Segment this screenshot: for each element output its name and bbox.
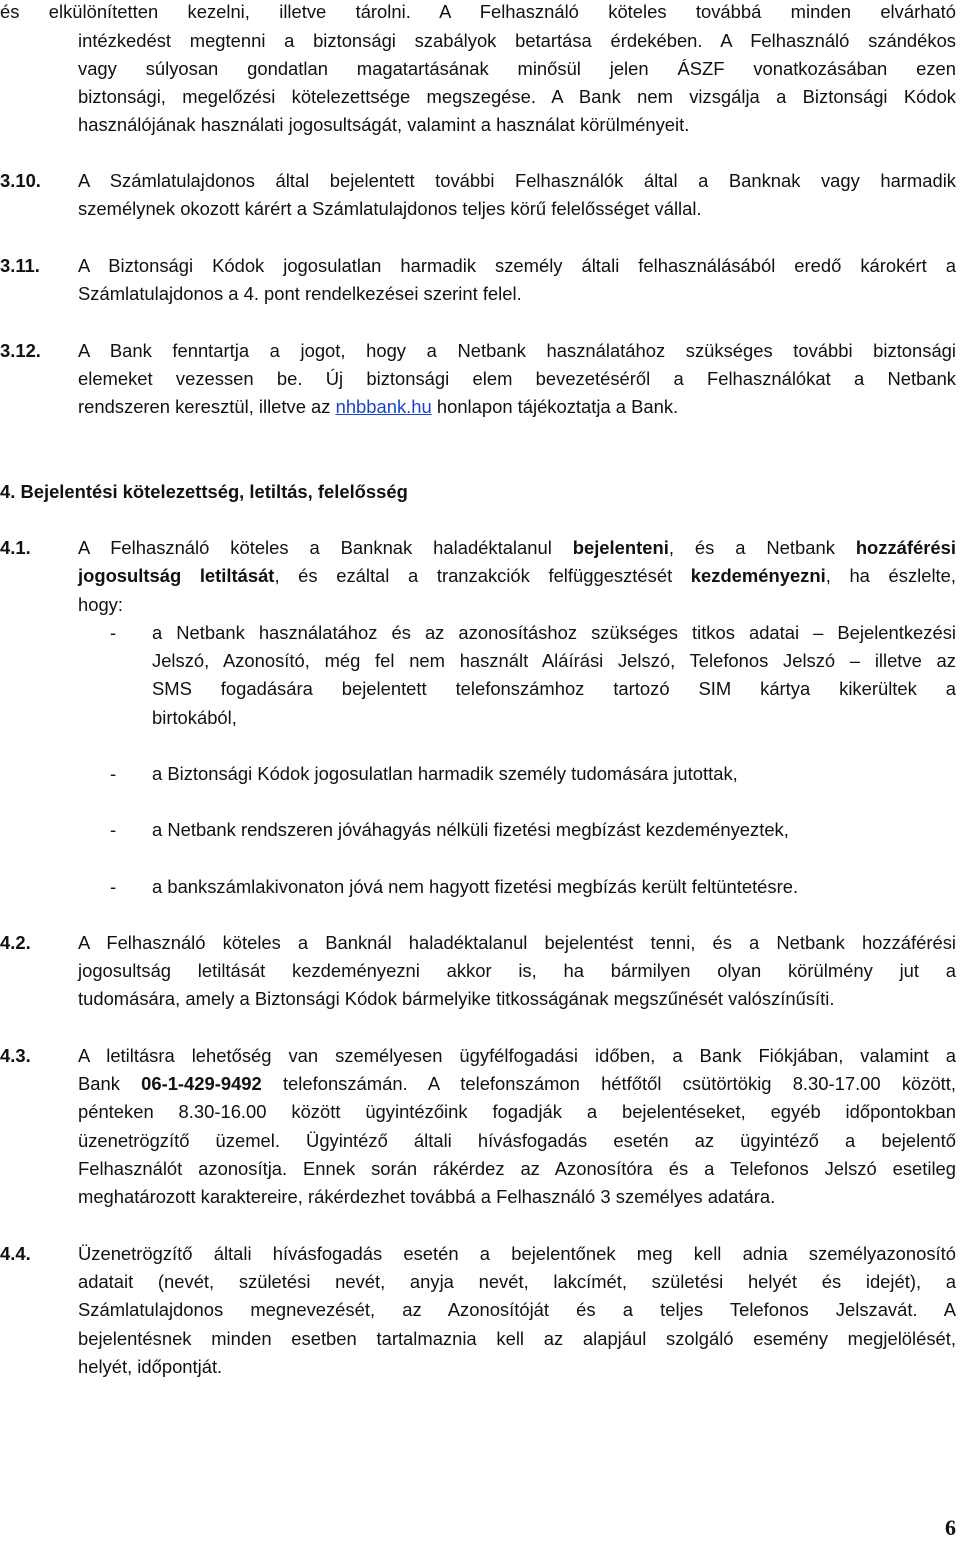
s41-l2-b: , és ezáltal a tranzakciók felfüggesztését xyxy=(274,565,691,586)
bullet-dash-2: - xyxy=(110,763,117,784)
s43-line-4: üzenetrögzítő üzemel. Ügyintéző általi hívásfogadás esetén az ügyintéző a bejelentő xyxy=(78,1130,956,1151)
s43-line-2 xyxy=(78,1075,956,1093)
bullet1-line-3: SMS fogadására bejelentett telefonszámhoz tartozó SIM kártya kikerültek a xyxy=(152,678,956,699)
section-number-4-2: 4.2. xyxy=(0,932,31,953)
bullet1-line-1: a Netbank használatához és az azonosításhoz szükséges titkos adatai – Bejelentkezési xyxy=(152,622,956,643)
s311-line-2: Számlatulajdonos a 4. pont rendelkezései szerint felel. xyxy=(78,283,522,304)
s43-l2-b: telefonszámán. A telefonszámon hétfőtől csütörtökig 8.30-17.00 között, xyxy=(261,1073,957,1094)
s312-line-1: A Bank fenntartja a jogot, hogy a Netbank használatához szükséges további biztonsági xyxy=(78,340,956,361)
section-number-4-1: 4.1. xyxy=(0,537,31,558)
s312-line-3-text-a: rendszeren keresztül, illetve az xyxy=(78,396,336,417)
s311-line-1: A Biztonsági Kódok jogosulatlan harmadik személy általi felhasználásából eredő károkért a xyxy=(78,255,956,276)
bullet3-line: a Netbank rendszeren jóváhagyás nélküli fizetési megbízást kezdeményeztek, xyxy=(152,819,789,840)
s43-line-5: Felhasználót azonosítja. Ennek során rákérdez az Azonosítóra és a Telefonos Jelszó esetileg xyxy=(78,1158,956,1179)
s312-line-3 xyxy=(78,398,678,416)
section-number-4-4: 4.4. xyxy=(0,1243,31,1264)
s42-line-2: jogosultság letiltását kezdeményezni akkor is, ha bármilyen olyan körülmény jut a xyxy=(78,960,956,981)
section-4-heading: 4. Bejelentési kötelezettség, letiltás, felelősség xyxy=(0,481,408,502)
s44-line-3: Számlatulajdonos megnevezését, az Azonosítóját és a teljes Telefonos Jelszavát. A xyxy=(78,1299,956,1320)
s41-line-2 xyxy=(78,567,956,585)
bullet1-line-2: Jelszó, Azonosító, még fel nem használt Aláírási Jelszó, Telefonos Jelszó – illetve az xyxy=(152,650,956,671)
s44-line-5: helyét, időpontját. xyxy=(78,1356,223,1377)
phone-number: 06-1-429-9492 xyxy=(141,1073,262,1094)
intro-line-2: intézkedést megtenni a biztonsági szabályok betartása érdekében. A Felhasználó szándékos xyxy=(78,30,956,51)
s41-l1-b: bejelenteni xyxy=(572,537,669,558)
intro-line-3: vagy súlyosan gondatlan magatartásának minősül jelen ÁSZF vonatkozásában ezen xyxy=(78,58,956,79)
s42-line-1: A Felhasználó köteles a Banknál haladéktalanul bejelentést tenni, és a Netbank hozzáférési xyxy=(78,932,956,953)
bullet-dash-1: - xyxy=(110,622,117,643)
section-number-4-3: 4.3. xyxy=(0,1045,31,1066)
s43-line-6: meghatározott karaktereire, rákérdezhet továbbá a Felhasználó 3 személyes adatára. xyxy=(78,1186,776,1207)
bullet4-line: a bankszámlakivonaton jóvá nem hagyott fizetési megbízás került feltüntetésre. xyxy=(152,876,799,897)
section-number-3-11: 3.11. xyxy=(0,255,40,276)
page-number: 6 xyxy=(945,1515,956,1540)
bullet-dash-4: - xyxy=(110,876,117,897)
s41-l1-d: hozzáférési xyxy=(855,537,956,558)
s43-l2-a: Bank xyxy=(78,1073,142,1094)
s41-l2-c: kezdeményezni xyxy=(690,565,826,586)
s44-line-2: adatait (nevét, születési nevét, anyja nevét, lakcímét, születési helyét és idejét), a xyxy=(78,1271,956,1292)
section-number-3-12: 3.12. xyxy=(0,340,41,361)
s312-line-2: elemeket vezessen be. Új biztonsági elem bevezetéséről a Felhasználókat a Netbank xyxy=(78,368,956,389)
s42-line-3: tudomására, amely a Biztonsági Kódok bármelyike titkosságának megszűnését valószínűsíti. xyxy=(78,988,835,1009)
bullet1-line-4: birtokából, xyxy=(152,707,237,728)
intro-line-1: és elkülönítetten kezelni, illetve tárolni. A Felhasználó köteles továbbá minden elvárható xyxy=(0,1,956,22)
s41-l2-d: , ha észlelte, xyxy=(825,565,956,586)
s44-line-1: Üzenetrögzítő általi hívásfogadás esetén a bejelentőnek meg kell adnia személyazonosító xyxy=(78,1243,956,1264)
nhbbank-link-part-1: nhbbank. xyxy=(335,396,412,417)
s310-line-2: személynek okozott kárért a Számlatulajdonos teljes körű felelősséget vállal. xyxy=(78,198,702,219)
intro-line-5: használójának használati jogosultságát, valamint a használat körülményeit. xyxy=(78,114,690,135)
s41-line-3: hogy: xyxy=(78,594,123,615)
s310-line-1: A Számlatulajdonos által bejelentett további Felhasználók által a Banknak vagy harmadik xyxy=(78,170,956,191)
section-number-3-10: 3.10. xyxy=(0,170,41,191)
intro-line-4: biztonsági, megelőzési kötelezettsége megszegése. A Bank nem vizsgálja a Biztonsági Kódok xyxy=(78,86,956,107)
s41-line-1 xyxy=(78,539,956,557)
s44-line-4: bejelentésnek minden esetben tartalmaznia kell az alapjául szolgáló esemény megjelölését, xyxy=(78,1328,956,1349)
nhbbank-link-part-2: hu xyxy=(411,396,432,417)
s41-l1-c: , és a Netbank xyxy=(668,537,856,558)
s43-line-3: pénteken 8.30-16.00 között ügyintézőink fogadják a bejelentéseket, egyéb időpontokban xyxy=(78,1101,956,1122)
s41-l1-a: A Felhasználó köteles a Banknak haladéktalanul xyxy=(78,537,573,558)
bullet2-line: a Biztonsági Kódok jogosulatlan harmadik személy tudomására jutottak, xyxy=(152,763,738,784)
bullet-dash-3: - xyxy=(110,819,117,840)
s41-l2-a: jogosultság letiltását xyxy=(78,565,275,586)
s43-line-1: A letiltásra lehetőség van személyesen ügyfélfogadási időben, a Bank Fiókjában, valamint a xyxy=(78,1045,956,1066)
nhbbank-link[interactable] xyxy=(336,396,432,417)
s312-line-3-text-b: honlapon tájékoztatja a Bank. xyxy=(431,396,679,417)
